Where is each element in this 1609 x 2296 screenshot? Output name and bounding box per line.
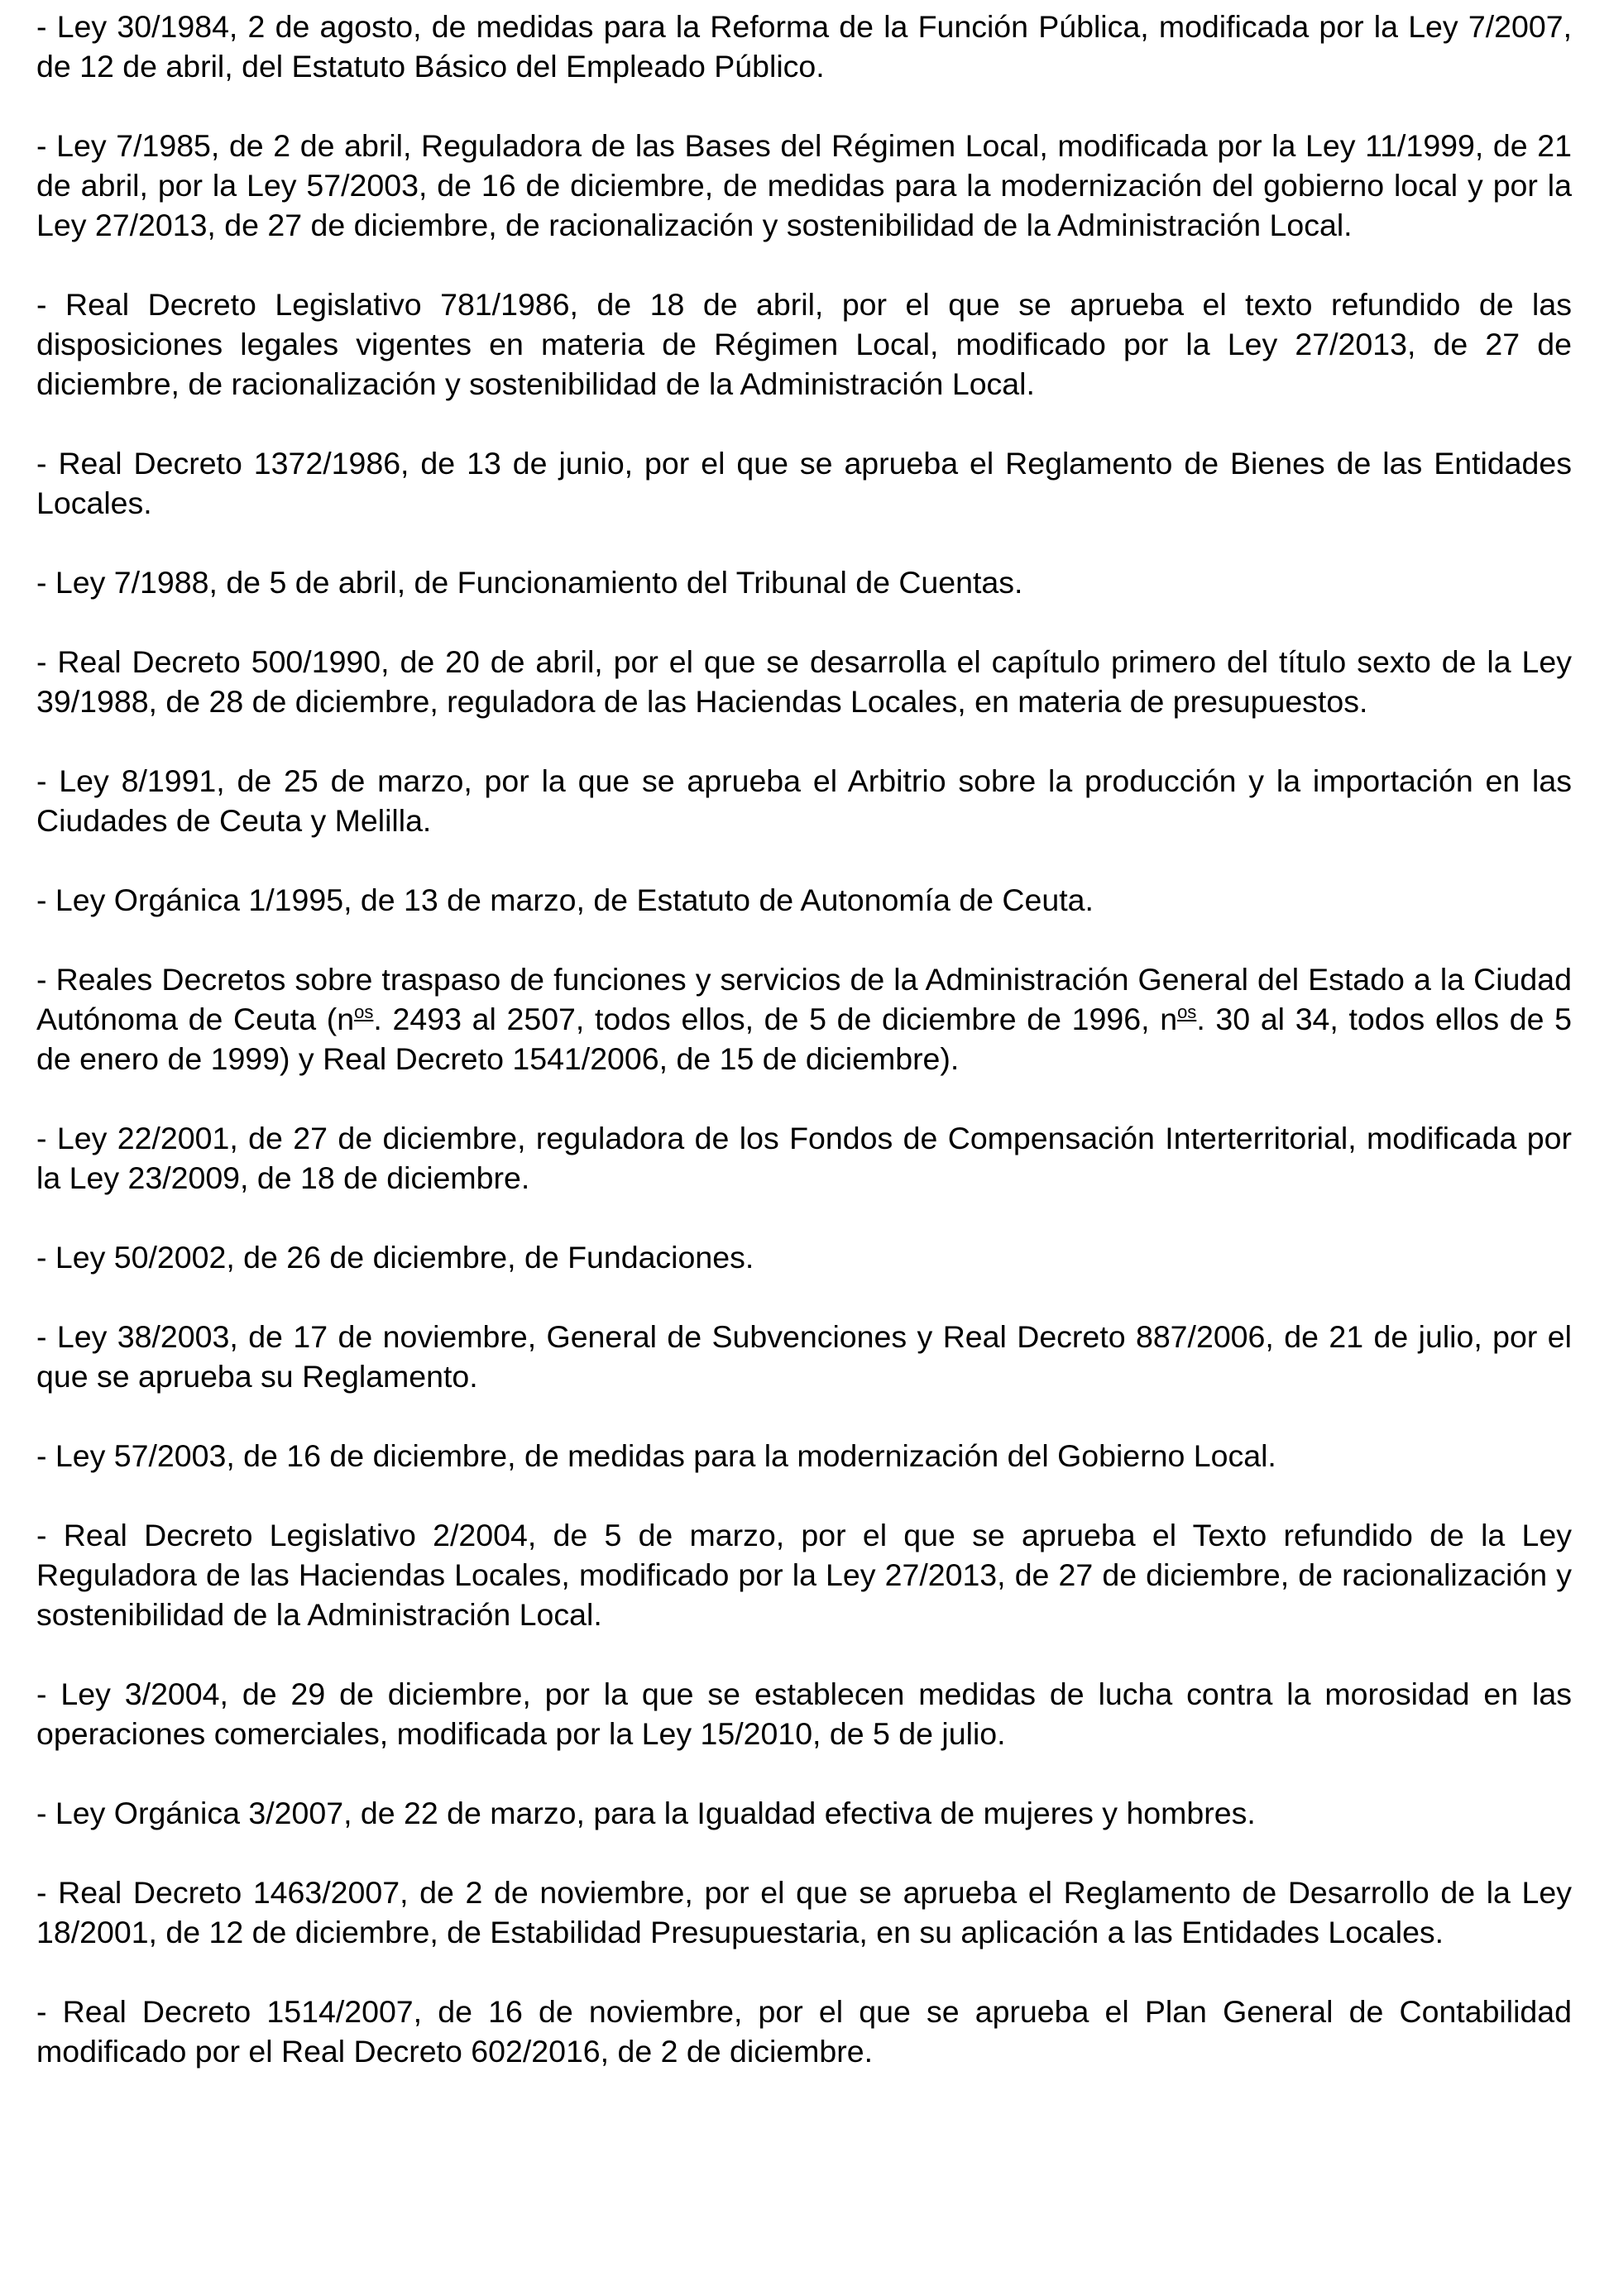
- legal-reference-item: - Real Decreto 500/1990, de 20 de abril, por el que se desarrolla el capítulo primero del título sexto de la Ley 39/1988, de 28 de diciembre, reguladora de las Haciendas Locales, en materia de presupuestos.: [36, 644, 1572, 719]
- document-page: [36, 7, 1572, 2111]
- legal-reference-item: - Ley 3/2004, de 29 de diciembre, por la que se establecen medidas de lucha contra la morosidad en las operaciones comerciales, modificada por la Ley 15/2010, de 5 de julio.: [36, 1677, 1572, 1751]
- item-text-part: . 30 al 34, todos ellos de 5 de enero de 1999) y Real Decreto 1541/2006, de 15 de diciembre).: [36, 1002, 1573, 1076]
- ordinal-superscript: os: [354, 1002, 374, 1022]
- legal-reference-item: - Ley 7/1985, de 2 de abril, Reguladora de las Bases del Régimen Local, modificada por la Ley 11/1999, de 21 de abril, por la Ley 57/2003, de 16 de diciembre, de medidas para la modernización del gobierno local y por la Ley 27/2013, de 27 de diciembre, de racionalización y sostenibilidad de la Administración Local.: [36, 128, 1572, 242]
- legal-reference-item: - Ley 22/2001, de 27 de diciembre, reguladora de los Fondos de Compensación Interterritorial, modificada por la Ley 23/2009, de 18 de diciembre.: [36, 1121, 1572, 1195]
- legal-reference-item: - Ley 57/2003, de 16 de diciembre, de medidas para la modernización del Gobierno Local.: [36, 1438, 1276, 1473]
- legal-reference-item: - Ley 38/2003, de 17 de noviembre, General de Subvenciones y Real Decreto 887/2006, de 21 de julio, por el que se aprueba su Reglamento.: [36, 1319, 1572, 1394]
- legal-reference-item: - Ley Orgánica 1/1995, de 13 de marzo, de Estatuto de Autonomía de Ceuta.: [36, 883, 1094, 917]
- legal-reference-item: - Real Decreto Legislativo 2/2004, de 5 de marzo, por el que se aprueba el Texto refundido de la Ley Reguladora de las Haciendas Locales, modificado por la Ley 27/2013, de 27 de diciembre, de racionalización y sostenibilidad de la Administración Local.: [36, 1518, 1572, 1632]
- legal-reference-item: - Ley 8/1991, de 25 de marzo, por la que se aprueba el Arbitrio sobre la producción y la importación en las Ciudades de Ceuta y Melilla.: [36, 763, 1572, 838]
- ordinal-superscript: os: [1177, 1002, 1197, 1022]
- legal-reference-item: - Real Decreto 1463/2007, de 2 de noviembre, por el que se aprueba el Reglamento de Desarrollo de la Ley 18/2001, de 12 de diciembre, de Estabilidad Presupuestaria, en su aplicación a las Entidades Locales.: [36, 1875, 1572, 1949]
- legal-reference-item: - Ley 7/1988, de 5 de abril, de Funcionamiento del Tribunal de Cuentas.: [36, 565, 1023, 600]
- item-text-part: - Reales Decretos sobre traspaso de funciones y servicios de la Administración General del Estado a la Ciudad Autónoma de Ceuta (n: [36, 962, 1572, 1036]
- legal-reference-item: [36, 959, 1572, 1079]
- legal-reference-item: - Real Decreto 1372/1986, de 13 de junio, por el que se aprueba el Reglamento de Bienes de las Entidades Locales.: [36, 446, 1572, 520]
- legal-reference-item: - Ley 30/1984, 2 de agosto, de medidas para la Reforma de la Función Pública, modificada por la Ley 7/2007, de 12 de abril, del Estatuto Básico del Empleado Público.: [36, 9, 1572, 84]
- legal-reference-item: - Real Decreto 1514/2007, de 16 de noviembre, por el que se aprueba el Plan General de Contabilidad modificado por el Real Decreto 602/2016, de 2 de diciembre.: [36, 1994, 1572, 2069]
- legal-reference-item: - Ley 50/2002, de 26 de diciembre, de Fundaciones.: [36, 1240, 754, 1275]
- item-text-part: . 2493 al 2507, todos ellos, de 5 de diciembre de 1996, n: [373, 1002, 1178, 1036]
- legal-reference-item: - Ley Orgánica 3/2007, de 22 de marzo, para la Igualdad efectiva de mujeres y hombres.: [36, 1796, 1256, 1830]
- legal-reference-item: - Real Decreto Legislativo 781/1986, de 18 de abril, por el que se aprueba el texto refundido de las disposiciones legales vigentes en materia de Régimen Local, modificado por la Ley 27/2013, de 27 de diciembre, de racionalización y sostenibilidad de la Administración Local.: [36, 287, 1572, 401]
